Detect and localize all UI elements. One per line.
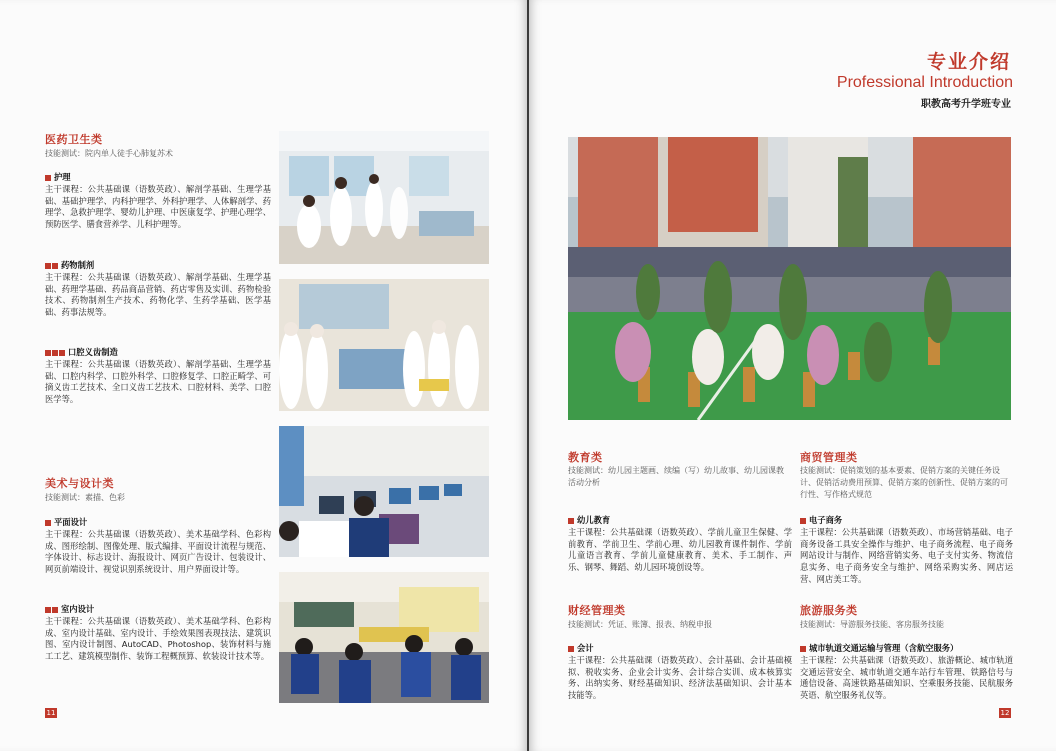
major-description: 主干课程：公共基础课（语数英政）、旅游概论、城市轨道交通运营安全、城市轨道交通车站行车管理、铁路信号与通信设备、高速铁路基础知识、空乘服务技能、民航服务英语、航空服务礼仪等。 [800, 654, 1013, 701]
section-test-medical: 技能测试：院内单人徒手心肺复苏术 [45, 149, 173, 158]
photo-campus-performance [568, 137, 1011, 420]
header-title-cn: 专业介绍 [926, 51, 1011, 73]
major-description: 主干课程：公共基础课（语数英政）、美术基础学科、色彩构成、室内设计基础、室内设计、手绘效果图表现技法、建筑识图、室内设计制图、AutoCAD、Photoshop、装饰材料与施工工艺、建筑模型制作、装饰工程概预算、软装设计技术等。 [45, 615, 271, 662]
bullet-squares [45, 175, 52, 181]
bullet-squares [800, 518, 807, 524]
section-test-tourism: 技能测试：导游服务技能、客房服务技能 [800, 620, 944, 629]
bullet-squares [45, 263, 59, 269]
page-number: 12 [1000, 709, 1010, 717]
major-name: 平面设计 [54, 517, 88, 527]
photo-computer-lab [279, 426, 489, 557]
major-name: 护理 [54, 172, 71, 182]
major-name: 室内设计 [61, 604, 95, 614]
section-test-art: 技能测试：素描、色彩 [45, 493, 125, 502]
major-name: 城市轨道交通运输与管理（含航空服务） [809, 643, 959, 653]
major-accounting [568, 643, 792, 702]
photo-nursing-practice [279, 131, 489, 264]
major-description: 主干课程：公共基础课（语数英政）、解剖学基础、生理学基础、基础护理学、内科护理学、外科护理学、人体解剖学、药理学、急救护理学、婴幼儿护理、中医康复学、护理心理学、预防医学、膳食营养学、儿科护理等。 [45, 183, 271, 230]
major-e-commerce [800, 515, 1013, 586]
section-title-tourism: 旅游服务类 [800, 604, 858, 617]
right-page [529, 0, 1056, 751]
major-description: 主干课程：公共基础课（语数英政）、市场营销基础、电子商务设备工具安全操作与维护、电子商务流程、电子商务网站设计与制作、网络营销实务、电子支付实务、物流信息实务、电子商务安全与维护、网络采购实务、网店运营、网店美工等。 [800, 526, 1013, 584]
section-test-education: 技能测试：幼儿园主题画、续编（写）幼儿故事、幼儿园课教活动分析 [568, 466, 784, 487]
section-test-finance: 技能测试：凭证、账簿、报表、纳税申报 [568, 620, 712, 629]
major-name: 口腔义齿制造 [68, 347, 118, 357]
major-interior-design [45, 604, 271, 663]
bullet-squares [800, 646, 807, 652]
section-title-art: 美术与设计类 [45, 477, 114, 490]
header-title-en: Professional Introduction [836, 74, 1013, 91]
major-name: 电子商务 [809, 515, 843, 525]
major-preschool-education [568, 515, 792, 574]
major-name: 药物制剂 [61, 260, 95, 270]
bullet-squares [568, 518, 575, 524]
section-title-commerce: 商贸管理类 [800, 451, 858, 464]
major-description: 主干课程：公共基础课（语数英政）、美术基础学科、色彩构成、图形绘制、图像处理、版式编排、平面设计流程与规范、字体设计、标志设计、海报设计、网页广告设计、包装设计、网页前端设计、视觉识别系统设计、用户界面设计等。 [45, 528, 271, 575]
major-dental [45, 347, 271, 406]
left-page [0, 0, 527, 751]
bullet-squares [45, 520, 52, 526]
major-description: 主干课程：公共基础课（语数英政）、会计基础、会计基础模拟、税收实务、企业会计实务、会计综合实训、成本核算实务、出纳实务、财经基础知识、经济法基础知识、会计基本技能等。 [568, 654, 792, 701]
major-name: 幼儿教育 [577, 515, 611, 525]
section-title-medical: 医药卫生类 [45, 133, 103, 146]
bullet-squares [568, 646, 575, 652]
major-description: 主干课程：公共基础课（语数英政）、解剖学基础、生理学基础、口腔内科学、口腔外科学、口腔修复学、口腔正畸学、可摘义齿工艺技术、全口义齿工艺技术、口腔材料、美学、口腔医学等。 [45, 358, 271, 405]
major-name: 会计 [577, 643, 594, 653]
header-subtitle: 职教高考升学班专业 [921, 99, 1011, 110]
major-description: 主干课程：公共基础课（语数英政）、解剖学基础、生理学基础、药理学基础、药品商品营销、药店零售及实训、药物检验技术、药物制剂生产技术、药物化学、生药学基础、医学基础、药事法规等。 [45, 271, 271, 318]
major-graphic-design [45, 517, 271, 576]
major-pharmacy [45, 260, 271, 319]
major-description: 主干课程：公共基础课（语数英政）、学前儿童卫生保健、学前教育、学前卫生、学前心理、幼儿园教育课件制作、学前儿童语言教育、学前儿童健康教育、美术、手工制作、声乐、钢琴、舞蹈、幼儿园环境创设等。 [568, 526, 792, 573]
photo-pharmacy-lab [279, 279, 489, 411]
major-rail-transit [800, 643, 1013, 702]
section-title-finance: 财经管理类 [568, 604, 626, 617]
section-title-education: 教育类 [568, 451, 603, 464]
section-test-commerce: 技能测试：促销策划的基本要素、促销方案的关键任务设计、促销活动费用预算、促销方案的创新性、促销方案的可行性、写作格式规范 [800, 466, 1008, 499]
bullet-squares [45, 350, 66, 356]
bullet-squares [45, 607, 59, 613]
photo-classroom [279, 572, 489, 703]
major-nursing [45, 172, 271, 231]
page-number: 11 [46, 709, 56, 717]
